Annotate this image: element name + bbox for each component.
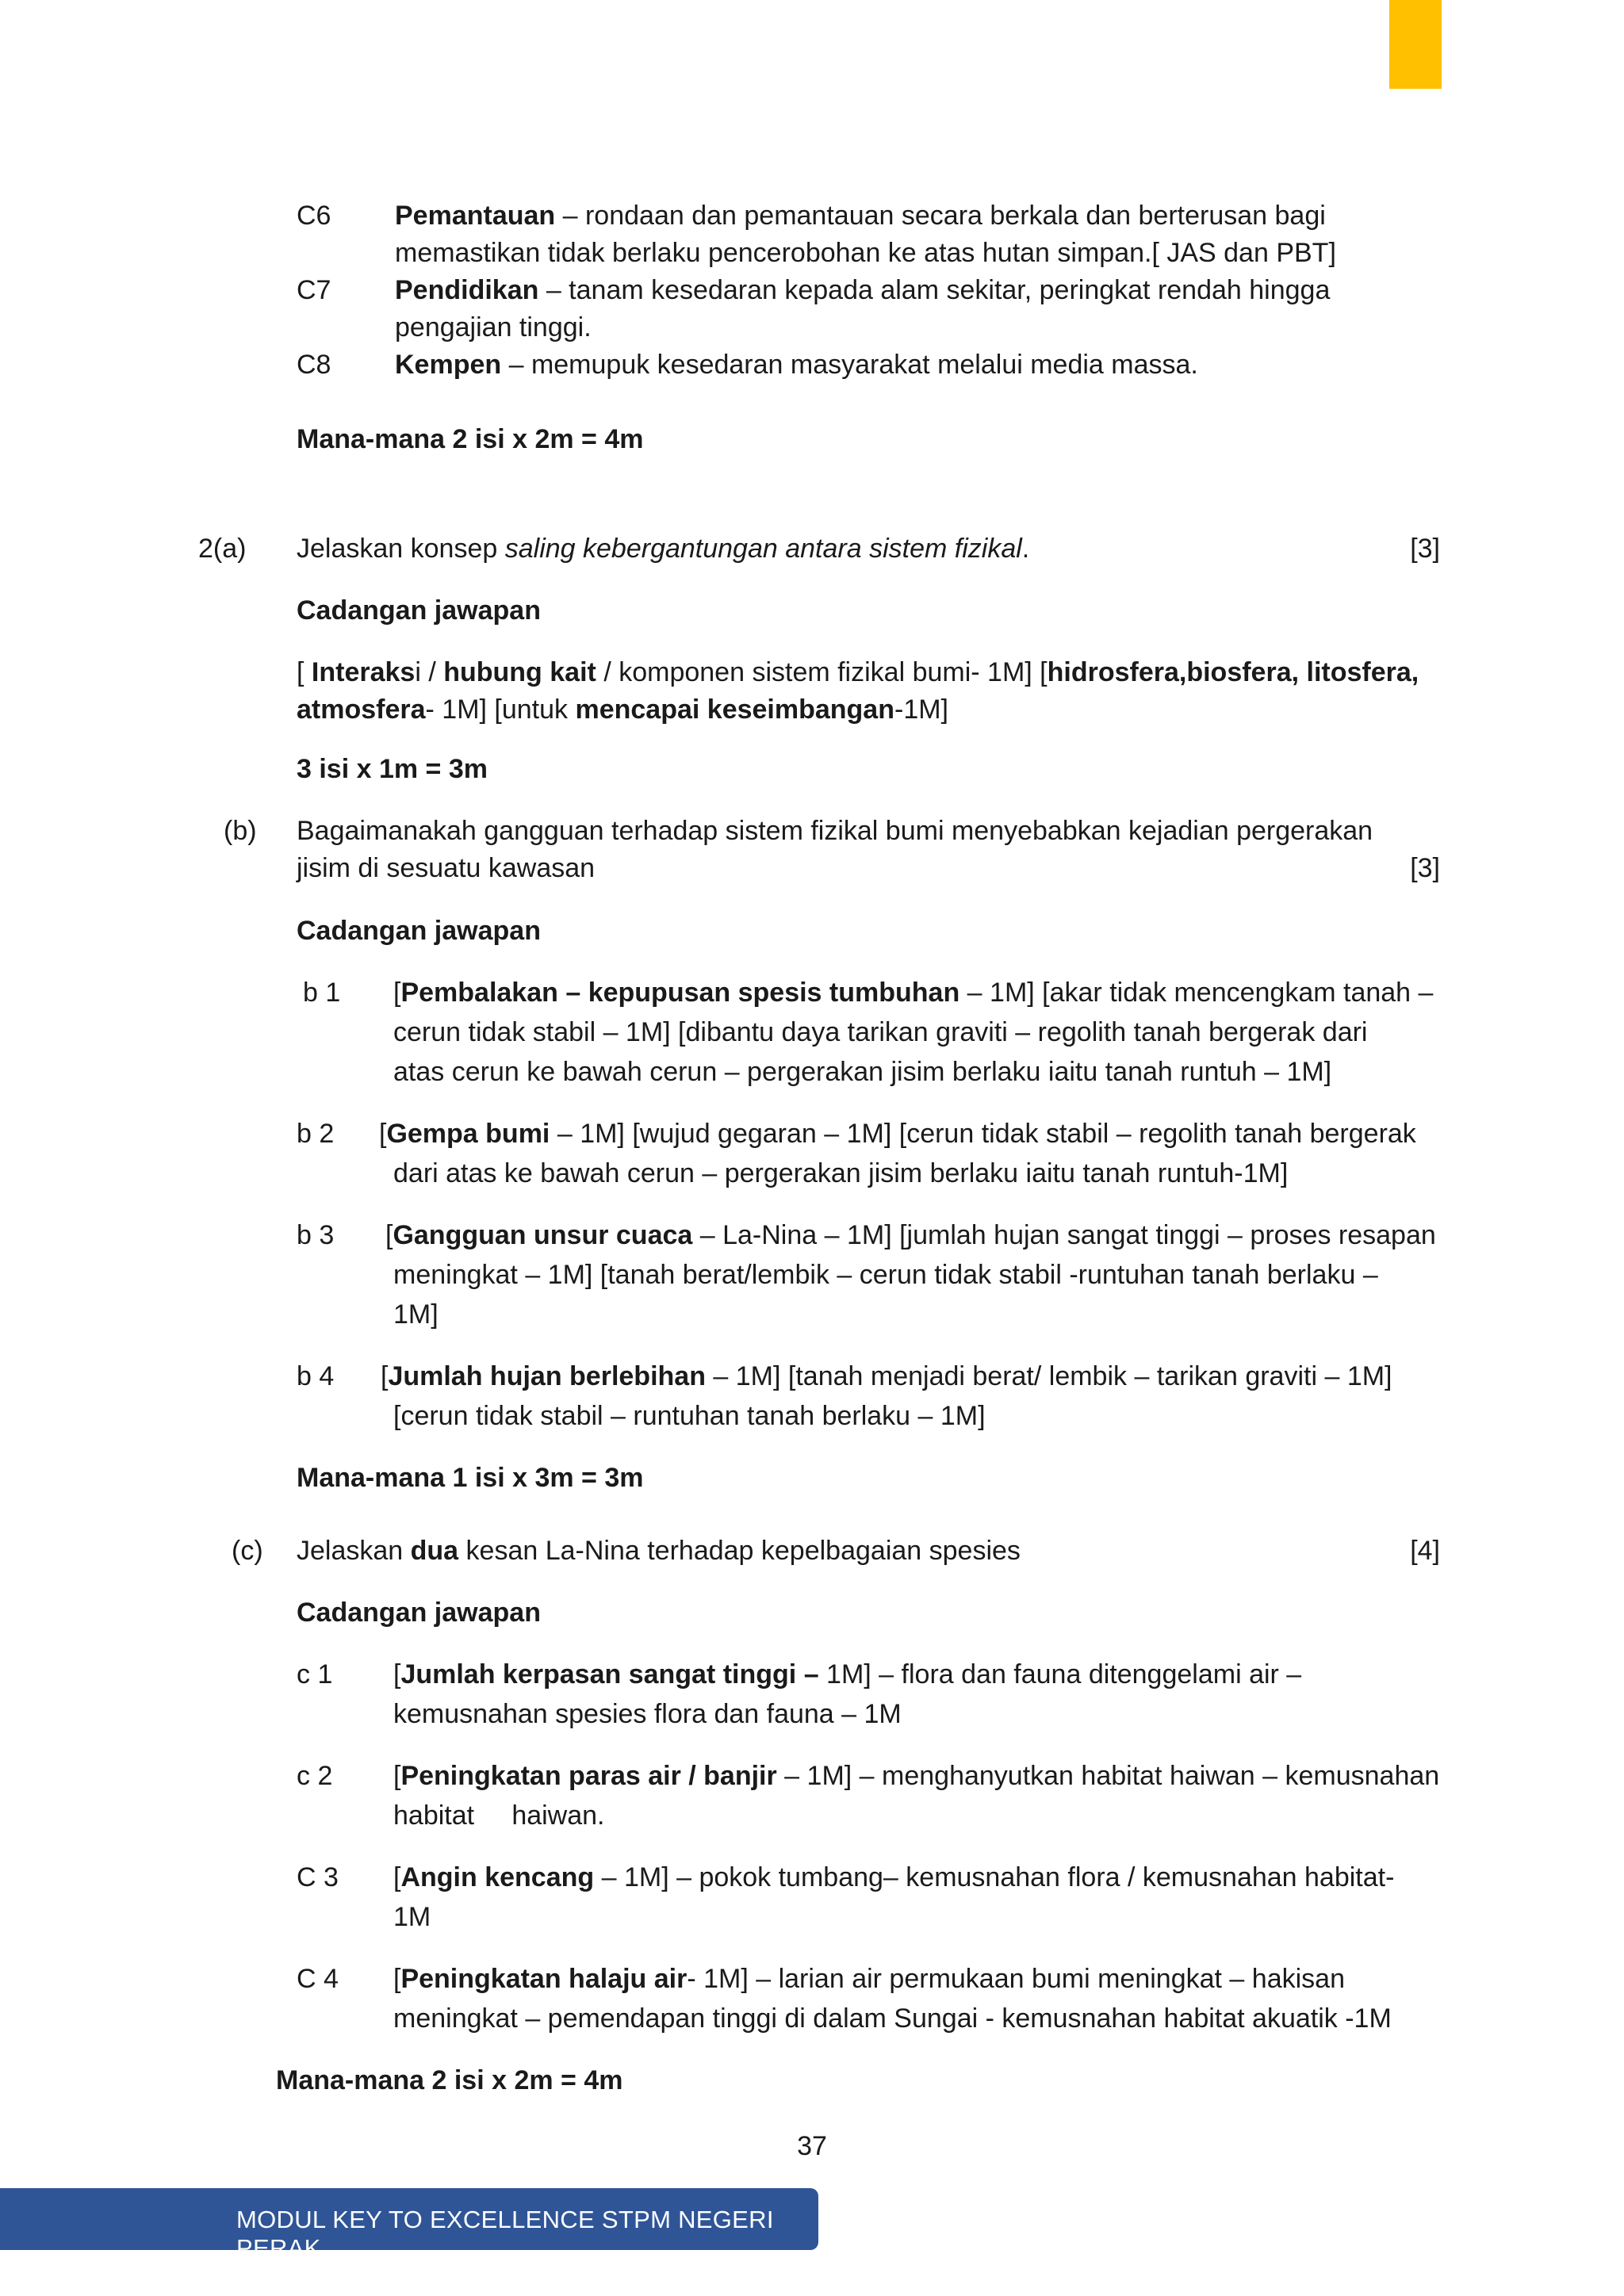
item-text-cont: pengajian tinggi.	[395, 312, 592, 342]
answer-text: [ Interaksi / hubung kait / komponen sistem fizikal bumi- 1M] [hidrosfera,biosfera, litosfera,	[297, 657, 1419, 687]
answer-heading: Cadangan jawapan	[297, 916, 541, 946]
item-number: b 1	[303, 978, 341, 1008]
item-number: C8	[297, 350, 331, 380]
page-number: 37	[797, 2131, 827, 2161]
item-number: C6	[297, 201, 331, 231]
item-text-cont: 1M	[393, 1902, 431, 1932]
item-text: [Pembalakan – kepupusan spesis tumbuhan – 1M] [akar tidak mencengkam tanah –	[393, 978, 1434, 1008]
question-number: (c)	[232, 1536, 263, 1566]
item-text-cont: kemusnahan spesies flora dan fauna – 1M	[393, 1699, 902, 1729]
item-number: C7	[297, 275, 331, 305]
item-number: b 2	[297, 1119, 335, 1149]
question-text-cont: jisim di sesuatu kawasan	[297, 853, 596, 883]
question-number: (b)	[224, 816, 257, 846]
item-text: [Jumlah kerpasan sangat tinggi – 1M] – flora dan fauna ditenggelami air –	[393, 1659, 1302, 1689]
question-marks: [3]	[1410, 534, 1440, 564]
answer-text-cont: atmosfera- 1M] [untuk mencapai keseimbangan-1M]	[297, 695, 948, 725]
footer-text: MODUL KEY TO EXCELLENCE STPM NEGERI PERAK	[236, 2206, 774, 2262]
question-text: Jelaskan dua kesan La-Nina terhadap kepelbagaian spesies	[297, 1536, 1021, 1566]
item-text: [Gangguan unsur cuaca – La-Nina – 1M] [jumlah hujan sangat tinggi – proses resapan	[385, 1220, 1436, 1250]
item-text: Pemantauan – rondaan dan pemantauan secara berkala dan berterusan bagi	[395, 201, 1326, 231]
footer-banner	[0, 2188, 818, 2262]
item-text: Pendidikan – tanam kesedaran kepada alam sekitar, peringkat rendah hingga	[395, 275, 1331, 305]
item-text: [Peningkatan halaju air- 1M] – larian air permukaan bumi meningkat – hakisan	[393, 1964, 1345, 1994]
question-marks: [4]	[1410, 1536, 1440, 1566]
item-text: [Peningkatan paras air / banjir – 1M] – menghanyutkan habitat haiwan – kemusnahan	[393, 1761, 1440, 1791]
item-text-cont: dari atas ke bawah cerun – pergerakan jisim berlaku iaitu tanah runtuh-1M]	[393, 1158, 1289, 1188]
question-marks: [3]	[1410, 853, 1440, 883]
item-number: C 4	[297, 1964, 339, 1994]
question-text: Jelaskan konsep saling kebergantungan antara sistem fizikal.	[297, 534, 1030, 564]
item-text-cont: cerun tidak stabil – 1M] [dibantu daya tarikan graviti – regolith tanah bergerak dari	[393, 1017, 1368, 1047]
marking-scheme: Mana-mana 2 isi x 2m = 4m	[297, 424, 644, 454]
marking-scheme: Mana-mana 2 isi x 2m = 4m	[276, 2065, 623, 2095]
item-text-cont: habitat haiwan.	[393, 1800, 605, 1831]
item-number: b 4	[297, 1361, 335, 1391]
item-text-cont: meningkat – pemendapan tinggi di dalam Sungai - kemusnahan habitat akuatik -1M	[393, 2003, 1392, 2034]
item-text: [Angin kencang – 1M] – pokok tumbang– kemusnahan flora / kemusnahan habitat-	[393, 1862, 1395, 1892]
item-text: [Gempa bumi – 1M] [wujud gegaran – 1M] [cerun tidak stabil – regolith tanah bergerak	[379, 1119, 1416, 1149]
item-text-cont: 1M]	[393, 1299, 439, 1330]
marking-scheme: Mana-mana 1 isi x 3m = 3m	[297, 1463, 644, 1493]
marking-scheme: 3 isi x 1m = 3m	[297, 754, 488, 784]
item-number: c 2	[297, 1761, 333, 1791]
item-text-cont: meningkat – 1M] [tanah berat/lembik – cerun tidak stabil -runtuhan tanah berlaku –	[393, 1260, 1378, 1290]
item-number: c 1	[297, 1659, 333, 1689]
item-text: [Jumlah hujan berlebihan – 1M] [tanah menjadi berat/ lembik – tarikan graviti – 1M]	[381, 1361, 1392, 1391]
item-text-cont: memastikan tidak berlaku pencerobohan ke atas hutan simpan.[ JAS dan PBT]	[395, 238, 1336, 268]
item-number: C 3	[297, 1862, 339, 1892]
answer-heading: Cadangan jawapan	[297, 1598, 541, 1628]
item-text: Kempen – memupuk kesedaran masyarakat melalui media massa.	[395, 350, 1198, 380]
item-text-cont: atas cerun ke bawah cerun – pergerakan jisim berlaku iaitu tanah runtuh – 1M]	[393, 1057, 1332, 1087]
question-number: 2(a)	[198, 534, 247, 564]
item-number: b 3	[297, 1220, 335, 1250]
answer-heading: Cadangan jawapan	[297, 595, 541, 626]
question-text: Bagaimanakah gangguan terhadap sistem fizikal bumi menyebabkan kejadian pergerakan	[297, 816, 1373, 846]
item-text-cont: [cerun tidak stabil – runtuhan tanah berlaku – 1M]	[393, 1401, 986, 1431]
